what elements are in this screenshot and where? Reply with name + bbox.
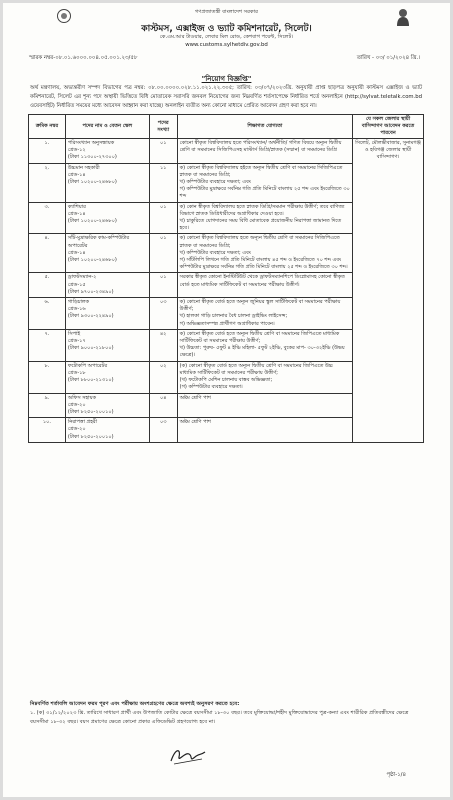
cell-count: ০১ [149, 202, 177, 234]
cell-serial: ২. [29, 163, 66, 202]
cell-post: উচ্চমান সহকারী গ্রেড-১৪ (টাকা ১০২০০-২৪৬৮০) [65, 163, 149, 202]
table-row [29, 139, 424, 164]
cell-post: ক্যাশিয়ার গ্রেড-১৪ (টাকা ১০২০০-২৪৬৮০) [65, 202, 149, 234]
cell-qualification: ক) কোনো স্বীকৃত বিশ্ববিদ্যালয় হতে অন্যূন দ্বিতীয় শ্রেণি বা সমমানের সিজিপিএতে স্নাতক বা সমমানের ডিগ্রি; খ) কম্পিউটার ব্যবহারে দক্ষতা; এবং গ) সাঁটলিপি লিখনে গতি প্রতি মিনিটে বাংলায় ৪৫ শব্দ ও ইংরেজিতে ৭০ শব্দ এবং কম্পিউটার মুদ্রাক্ষরে সর্বনিম্ন গতি প্রতি মিনিটে বাংলায় ২৫ শব্দ ও ইংরেজিতে ৩০ শব্দ। [177, 234, 352, 273]
posts-table [28, 114, 424, 443]
cell-qualification: ক) কোনো স্বীকৃত বোর্ড হতে অন্যূন দ্বিতীয় শ্রেণি বা সমমানের জিপিএতে মাধ্যমিক সার্টিফিকেট বা সমমানের পরীক্ষায় উত্তীর্ণ; খ) উচ্চতা: পুরুষ- ৫ফুট ৪ ইঞ্চি মহিলা- ৫ফুট ২ইঞ্চি, বুকের মাপ- ৩০-৩২ইঞ্চি (উভয় ক্ষেত্রে)। [177, 329, 352, 361]
cell-count: ০৩ [149, 298, 177, 330]
cell-qualification: (ক) কোনো স্বীকৃত বোর্ড হতে অন্যূন দ্বিতীয় শ্রেণি বা সমমানের জিপিএতে উচ্চ মাধ্যমিক সার্টিফিকেট বা সমমানের পরীক্ষায় উত্তীর্ণ; (খ) ফটোকপি মেশিন চালনায় বাস্তব অভিজ্ঞতা; (গ) কম্পিউটার ব্যবহারে দক্ষতা। [177, 361, 352, 393]
office-title: কাস্টমস, এক্সাইজ ও ভ্যাট কমিশনারেট, সিলেট। [141, 24, 312, 34]
memo-date: তারিখ - ০৩/ ০১/২০২৪ খ্রি.। [356, 55, 420, 61]
header-districts: যে সকল জেলার স্থায়ী বাসিন্দাগণ আবেদন করতে পারবেন [353, 115, 424, 139]
cell-post: পরিসংখ্যান অনুসন্ধায়ক গ্রেড-১২ (টাকা ১১৩০০-২৭৩০০) [65, 139, 149, 164]
government-line: গণপ্রজাতন্ত্রী বাংলাদেশ সরকার [195, 9, 258, 15]
rules-heading: নিম্নবর্ণিত শর্তাবলি আবেদন ফরম পূরণ এবং পরীক্ষায় অংশগ্রহণের ক্ষেত্রে অবশ্যই অনুসরণ করতে হবে: [30, 701, 240, 707]
header-post: পদের নাম ও বেতন স্কেল [65, 115, 149, 139]
cell-post: ড্রাফটসম্যান-২ গ্রেড-১৫ (টাকা ৯৭০০-২৩৪৯০) [65, 273, 149, 298]
cell-post: অফিস সহায়ক গ্রেড-২০ (টাকা ৮২৫০-২০০১০) [65, 393, 149, 418]
cell-serial: ৩. [29, 202, 66, 234]
office-website[interactable]: www.customs.sylhetdiv.gov.bd [185, 42, 268, 48]
intro-paragraph: অর্থ মন্ত্রণালয়, অভ্যন্তরীণ সম্পদ বিভাগের পত্র নম্বর: ০৮.০০.০০০০.০২৮.১১.০২১.২২.৩০৫; তারিখ: ০৩/০৭/২০২৩খ্রি. অনুযায়ী প্রাপ্ত ছাড়পত্র অনুযায়ী কাস্টমস এক্সাইজ ও ভ্যাট কমিশনারেট, সিলেট এর শূন্য পদে অস্থায়ী ভিত্তিতে বিধি মোতাবেক সরাসরি জনবল নিয়োগের জন্য নিম্নবর্ণিত শর্তসাপেক্ষে নির্ধারিত শর্তে অনলাইনে (http://sylvat.teletalk.com.bd ওয়েবসাইট) নির্ধারিত সময়ের মধ্যে আবেদন আহ্বান করা যাচ্ছে। অনলাইন ব্যতীত অন্য কোনো মাধ্যমে প্রেরিত আবেদন গ্রহণ করা হবে না। [30, 85, 422, 109]
cell-count: ০১ [149, 273, 177, 298]
cell-count: ০৩ [149, 418, 177, 443]
cell-qualification: কোনো স্বীকৃত বিশ্ববিদ্যালয় হতে পরিসংখ্যান/ অর্থনীতি/ গণিত বিষয়ে অন্যূন দ্বিতীয় শ্রেণি বা সমমানের সিজিপিএসহ মাস্টার্স ডিগ্রি/স্নাতক (সম্মান) বা সমমানের ডিগ্রি [177, 139, 352, 164]
page-number: পৃষ্ঠা-১/৪ [386, 772, 406, 778]
cell-serial: ৪. [29, 234, 66, 273]
cell-qualification: ক) কোন স্বীকৃত বিশ্ববিদ্যালয় হতে স্নাতক ডিগ্রি/সমমান পরীক্ষায় উত্তীর্ণ; তবে বাণিজ্য বিভাগে স্নাতক ডিগ্রিধারীদের অগ্রাধিকার দেওয়া হবে। খ) চাকুরিতে যোগদানের সময় বিধি মোতাবেক প্রয়োজনীয় নিরাপত্তা জামানত দিতে হবে। [177, 202, 352, 234]
cell-qualification: অষ্টম শ্রেণি পাশ [177, 393, 352, 418]
cell-serial: ৭. [29, 329, 66, 361]
cell-count: ০১ [149, 139, 177, 164]
signature-icon [168, 745, 208, 767]
cell-serial: ৬. [29, 298, 66, 330]
cell-post: নিরাপত্তা প্রহরী গ্রেড-২০ (টাকা ৮২৫০-২০০১০) [65, 418, 149, 443]
cell-serial: ১. [29, 139, 66, 164]
cell-count: ০২ [149, 361, 177, 393]
cell-serial: ৫. [29, 273, 66, 298]
cell-qualification: সরকার স্বীকৃত কোনো ইনস্টিটিউট থেকে ড্রাফটসম্যানশিপে ডিপ্লোমাসহ কোনো স্বীকৃত বোর্ড হতে মাধ্যমিক সার্টিফিকেট বা সমমানের পরীক্ষায় উত্তীর্ণ। [177, 273, 352, 298]
header-qualification: শিক্ষাগত যোগ্যতা [177, 115, 352, 139]
cell-qualification: ক) কোনো স্বীকৃত বিশ্ববিদ্যালয় হইতে অন্যূন দ্বিতীয় শ্রেণি বা সমমানের সিজিপিএতে স্নাতক বা সমমানের ডিগ্রি; খ) কম্পিউটার ব্যবহারে দক্ষতা; এবং গ) কম্পিউটার মুদ্রাক্ষরে সর্বনিম্ন গতি প্রতি মিনিটে বাংলায় ২৫ শব্দ এবং ইংরেজিতে ৩০ শব্দ [177, 163, 352, 202]
office-address: কে.এম.আর টাওয়ার, লেবার মিল রোড, কেশবাগ পয়েন্ট, সিলেট। [159, 34, 294, 40]
cell-qualification: ক) কোনো স্বীকৃত বোর্ড হতে অন্যূন জুনিয়র স্কুল সার্টিফিকেট বা সমমানের পরীক্ষায় উত্তীর্ণ; খ) হালকা গাড়ি চালনার বৈধ চালনা ড্রাইভিং লাইসেন্স; গ) অভিজ্ঞতাসম্পন্ন প্রার্থীগণ অগ্রাধিকার পাবেন। [177, 298, 352, 330]
cell-count: ০১ [149, 234, 177, 273]
memo-number: স্মারক নম্বর-০৮.০১.৬০০০.০০৪.০৫.০০১.২৩/৫৮ [29, 55, 138, 61]
rule-item: ১. (ক) ৩১/১২/২০২৩ খ্রি. তারিখে সাধারণ প্রার্থী এবং উপজাতি কোটার ক্ষেত্রে বয়সসীমা ১৮-৩০ বছর। তবে মুক্তিযোদ্ধা/শহীদ মুক্তিযোদ্ধাদের পুত্র-কন্যা এবং শারীরিক প্রতিবন্ধীদের ক্ষেত্রে বয়সসীমা ১৮-৩২ বছর। বয়স প্রমাণের ক্ষেত্রে কোনো প্রকার এফিডেভিট গ্রহণযোগ্য হবে না। [30, 710, 409, 725]
header-serial: ক্রমিক নম্বর [29, 115, 66, 139]
cell-districts: সিলেট, মৌলভীবাজার, সুনামগঞ্জ ও হবিগঞ্জ জেলার স্থায়ী বাসিন্দাগণ। [353, 139, 424, 443]
notice-page [3, 3, 450, 797]
cell-post: গাড়িচালক গ্রেড-১৬ (টাকা ৯৩০০-২২৪৯০) [65, 298, 149, 330]
cell-serial: ১০. [29, 418, 66, 443]
cell-post: সাঁট-মুদ্রাক্ষরিক কাম-কম্পিউটার অপারেটর গ্রেড-১৪ (টাকা ১০২০০-২৪৬৮০) [65, 234, 149, 273]
rules-section [30, 700, 422, 727]
cell-serial: ৯. [29, 393, 66, 418]
table-header-row [29, 115, 424, 139]
cell-post: সিপাই গ্রেড-১৭ (টাকা ৯০০০-২১৮০০) [65, 329, 149, 361]
cell-serial: ৮. [29, 361, 66, 393]
cell-qualification: অষ্টম শ্রেণি পাশ [177, 418, 352, 443]
cell-count: ১১ [149, 163, 177, 202]
notice-title: "নিয়োগ বিজ্ঞপ্তি" [201, 75, 252, 83]
cell-post: ফটোকপি অপারেটর গ্রেড-১৮ (টাকা ৮৮০০-২১৩১০) [65, 361, 149, 393]
header-count: পদের সংখ্যা [149, 115, 177, 139]
cell-count: ০৪ [149, 393, 177, 418]
cell-count: ৪২ [149, 329, 177, 361]
